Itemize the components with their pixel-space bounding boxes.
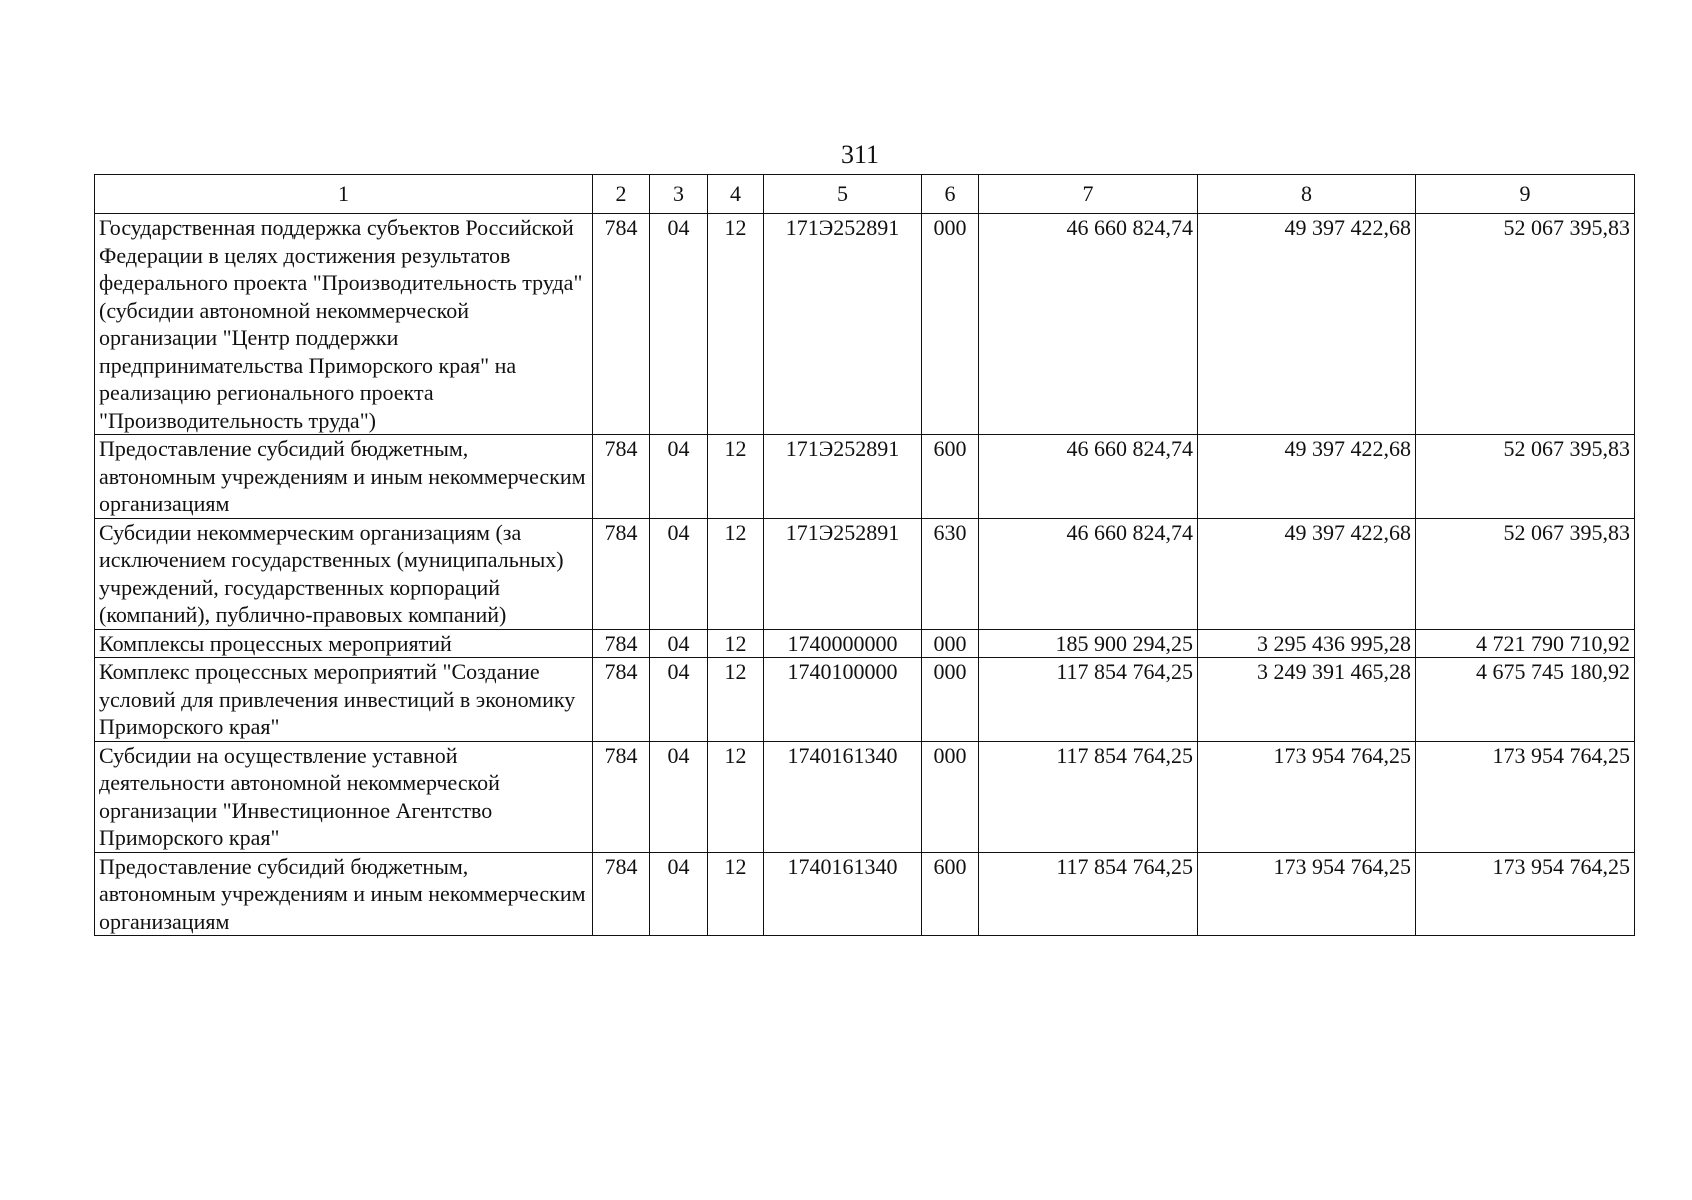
table-row <box>95 518 1635 629</box>
table-row <box>95 852 1635 936</box>
row-name: Государственная поддержка субъектов Российской Федерации в целях достижения результатов федерального проекта "Производительность труда" (субсидии автономной некоммерческой организации "Центр поддержки предпринимательства Приморского края" на реализацию регионального проекта "Производительность труда") <box>95 214 593 435</box>
amount-col-9: 4 721 790 710,92 <box>1416 629 1635 658</box>
expense-type-code: 600 <box>922 852 979 936</box>
amount-col-8: 49 397 422,68 <box>1198 518 1416 629</box>
target-item-code: 1740161340 <box>764 852 922 936</box>
target-item-code: 1740161340 <box>764 741 922 852</box>
amount-col-8: 3 249 391 465,28 <box>1198 658 1416 742</box>
column-header: 8 <box>1198 175 1416 214</box>
table-row <box>95 435 1635 519</box>
amount-col-7: 46 660 824,74 <box>979 214 1198 435</box>
expense-type-code: 000 <box>922 658 979 742</box>
section-code: 04 <box>650 629 708 658</box>
amount-col-7: 185 900 294,25 <box>979 629 1198 658</box>
budget-table <box>94 174 1635 936</box>
target-item-code: 1740000000 <box>764 629 922 658</box>
subsection-code: 12 <box>708 214 764 435</box>
section-code: 04 <box>650 741 708 852</box>
row-name: Предоставление субсидий бюджетным, автономным учреждениям и иным некоммерческим организациям <box>95 852 593 936</box>
subsection-code: 12 <box>708 629 764 658</box>
subsection-code: 12 <box>708 518 764 629</box>
amount-col-9: 4 675 745 180,92 <box>1416 658 1635 742</box>
expense-type-code: 000 <box>922 741 979 852</box>
amount-col-8: 3 295 436 995,28 <box>1198 629 1416 658</box>
table-header-row <box>95 175 1635 214</box>
row-name: Субсидии на осуществление уставной деятельности автономной некоммерческой организации "Инвестиционное Агентство Приморского края" <box>95 741 593 852</box>
amount-col-9: 52 067 395,83 <box>1416 435 1635 519</box>
target-item-code: 171Э252891 <box>764 435 922 519</box>
expense-type-code: 000 <box>922 629 979 658</box>
column-header: 4 <box>708 175 764 214</box>
row-name: Предоставление субсидий бюджетным, автономным учреждениям и иным некоммерческим организациям <box>95 435 593 519</box>
amount-col-8: 49 397 422,68 <box>1198 214 1416 435</box>
column-header: 9 <box>1416 175 1635 214</box>
amount-col-7: 117 854 764,25 <box>979 658 1198 742</box>
expense-type-code: 600 <box>922 435 979 519</box>
section-code: 04 <box>650 435 708 519</box>
subsection-code: 12 <box>708 435 764 519</box>
subsection-code: 12 <box>708 658 764 742</box>
ministry-code: 784 <box>593 518 650 629</box>
section-code: 04 <box>650 852 708 936</box>
column-header: 1 <box>95 175 593 214</box>
ministry-code: 784 <box>593 852 650 936</box>
ministry-code: 784 <box>593 435 650 519</box>
amount-col-9: 173 954 764,25 <box>1416 852 1635 936</box>
row-name: Комплексы процессных мероприятий <box>95 629 593 658</box>
amount-col-8: 49 397 422,68 <box>1198 435 1416 519</box>
subsection-code: 12 <box>708 852 764 936</box>
target-item-code: 1740100000 <box>764 658 922 742</box>
ministry-code: 784 <box>593 214 650 435</box>
column-header: 5 <box>764 175 922 214</box>
table-row <box>95 629 1635 658</box>
page-number: 311 <box>840 140 880 169</box>
amount-col-7: 117 854 764,25 <box>979 741 1198 852</box>
column-header: 7 <box>979 175 1198 214</box>
amount-col-9: 52 067 395,83 <box>1416 518 1635 629</box>
expense-type-code: 630 <box>922 518 979 629</box>
column-header: 6 <box>922 175 979 214</box>
target-item-code: 171Э252891 <box>764 214 922 435</box>
ministry-code: 784 <box>593 658 650 742</box>
table-row <box>95 741 1635 852</box>
amount-col-9: 173 954 764,25 <box>1416 741 1635 852</box>
section-code: 04 <box>650 214 708 435</box>
section-code: 04 <box>650 658 708 742</box>
subsection-code: 12 <box>708 741 764 852</box>
expense-type-code: 000 <box>922 214 979 435</box>
table-row <box>95 214 1635 435</box>
amount-col-8: 173 954 764,25 <box>1198 741 1416 852</box>
amount-col-8: 173 954 764,25 <box>1198 852 1416 936</box>
amount-col-7: 46 660 824,74 <box>979 518 1198 629</box>
section-code: 04 <box>650 518 708 629</box>
column-header: 2 <box>593 175 650 214</box>
amount-col-7: 46 660 824,74 <box>979 435 1198 519</box>
target-item-code: 171Э252891 <box>764 518 922 629</box>
row-name: Комплекс процессных мероприятий "Создание условий для привлечения инвестиций в экономику Приморского края" <box>95 658 593 742</box>
row-name: Субсидии некоммерческим организациям (за исключением государственных (муниципальных) учреждений, государственных корпораций (компаний), публично-правовых компаний) <box>95 518 593 629</box>
ministry-code: 784 <box>593 741 650 852</box>
amount-col-7: 117 854 764,25 <box>979 852 1198 936</box>
column-header: 3 <box>650 175 708 214</box>
amount-col-9: 52 067 395,83 <box>1416 214 1635 435</box>
table-row <box>95 658 1635 742</box>
ministry-code: 784 <box>593 629 650 658</box>
